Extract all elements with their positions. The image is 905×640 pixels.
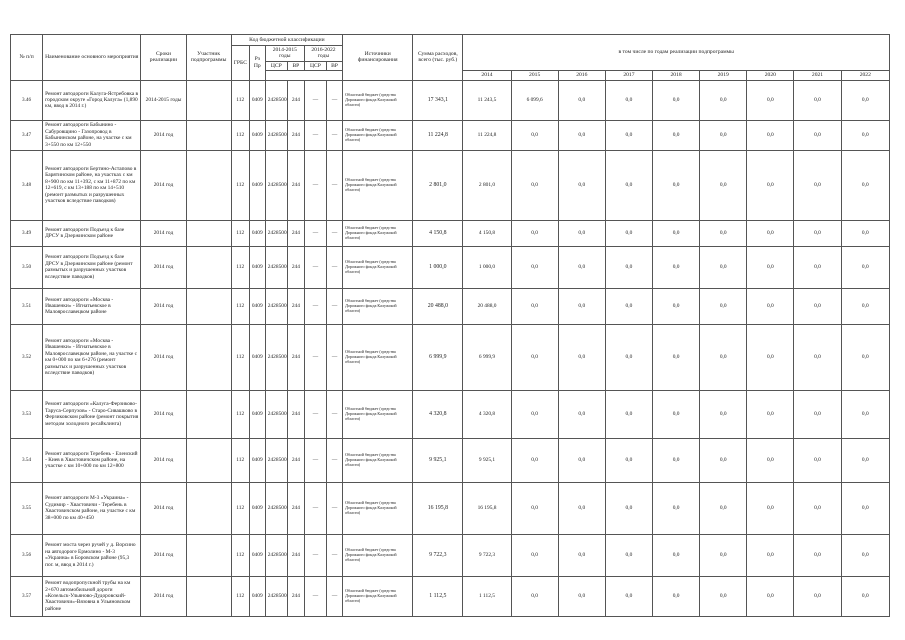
row-csr: 2428500 bbox=[265, 120, 287, 150]
row-name: Ремонт автодороги «Калуга-Ферзиково-Таруса-Серпухов» - Старо-Сивашково в Ферзиковском районе (ремонт покрытия методом холодного ресайклинга) bbox=[43, 390, 141, 438]
row-y2019: 0,0 bbox=[700, 120, 747, 150]
row-y2021: 0,0 bbox=[794, 288, 841, 324]
row-name: Ремонт автодороги Бабынино - Сабуровщино - Газопровод в Бабынинском районе, на участке с км 3+550 по км 12+550 bbox=[43, 120, 141, 150]
table-row bbox=[11, 288, 890, 324]
row-source: Областной бюджет (средства Дорожного фонда Калужской области) bbox=[343, 80, 413, 120]
row-csr2: — bbox=[304, 288, 326, 324]
row-sum: 6 999,9 bbox=[413, 324, 463, 390]
row-grbs: 112 bbox=[231, 80, 249, 120]
row-rz: 0409 bbox=[249, 150, 265, 220]
row-y2021: 0,0 bbox=[794, 120, 841, 150]
row-num: 3.57 bbox=[11, 576, 43, 616]
row-y2021: 0,0 bbox=[794, 438, 841, 482]
row-y2018: 0,0 bbox=[653, 390, 700, 438]
row-csr2: — bbox=[304, 120, 326, 150]
table-row bbox=[11, 438, 890, 482]
row-y2022: 0,0 bbox=[841, 220, 889, 246]
row-y2020: 0,0 bbox=[747, 288, 794, 324]
row-y2021: 0,0 bbox=[794, 390, 841, 438]
row-rz: 0409 bbox=[249, 220, 265, 246]
row-y2022: 0,0 bbox=[841, 150, 889, 220]
row-participant bbox=[186, 120, 231, 150]
row-y2022: 0,0 bbox=[841, 576, 889, 616]
row-rz: 0409 bbox=[249, 80, 265, 120]
row-y2016: 0,0 bbox=[558, 534, 605, 576]
header-vr-a: ВР bbox=[287, 61, 304, 70]
row-y2014: 1 000,0 bbox=[463, 246, 511, 288]
row-vr: 244 bbox=[287, 482, 304, 534]
row-source: Областной бюджет (средства Дорожного фонда Калужской области) bbox=[343, 576, 413, 616]
header-participant: Участник подпрограммы bbox=[186, 35, 231, 81]
row-y2020: 0,0 bbox=[747, 150, 794, 220]
row-y2017: 0,0 bbox=[605, 438, 652, 482]
row-y2020: 0,0 bbox=[747, 80, 794, 120]
row-name: Ремонт автодороги М-3 «Украина» - Судимир - Хвастовичи - Теребень в Хвастовичском районе, на участке с км 38+000 по км 40+450 bbox=[43, 482, 141, 534]
row-y2021: 0,0 bbox=[794, 482, 841, 534]
row-csr2: — bbox=[304, 324, 326, 390]
row-y2022: 0,0 bbox=[841, 120, 889, 150]
row-rz: 0409 bbox=[249, 576, 265, 616]
header-grbs: ГРБС bbox=[231, 46, 249, 81]
row-y2018: 0,0 bbox=[653, 438, 700, 482]
row-y2017: 0,0 bbox=[605, 246, 652, 288]
row-term: 2014 год bbox=[141, 390, 186, 438]
row-rz: 0409 bbox=[249, 288, 265, 324]
row-y2015: 0,0 bbox=[511, 482, 558, 534]
row-vr: 244 bbox=[287, 120, 304, 150]
row-csr: 2428500 bbox=[265, 390, 287, 438]
row-y2016: 0,0 bbox=[558, 288, 605, 324]
row-y2021: 0,0 bbox=[794, 534, 841, 576]
row-y2018: 0,0 bbox=[653, 150, 700, 220]
table-header bbox=[11, 35, 890, 81]
row-csr: 2428500 bbox=[265, 482, 287, 534]
row-participant bbox=[186, 482, 231, 534]
row-y2021: 0,0 bbox=[794, 246, 841, 288]
header-year-2022: 2022 bbox=[841, 71, 889, 80]
row-y2022: 0,0 bbox=[841, 390, 889, 438]
row-vr: 244 bbox=[287, 150, 304, 220]
row-y2019: 0,0 bbox=[700, 288, 747, 324]
row-y2015: 0,0 bbox=[511, 220, 558, 246]
row-grbs: 112 bbox=[231, 534, 249, 576]
row-name: Ремонт водопропускной трубы на км 2+670 автомобильной дороги «Козельск-Ульяново-Дудоровский-Хвастовичи»-Вязовна в Ульяновском районе bbox=[43, 576, 141, 616]
row-participant bbox=[186, 288, 231, 324]
row-y2017: 0,0 bbox=[605, 390, 652, 438]
header-total: Сумма расходов, всего (тыс. руб.) bbox=[413, 35, 463, 81]
row-y2017: 0,0 bbox=[605, 534, 652, 576]
row-participant bbox=[186, 80, 231, 120]
row-grbs: 112 bbox=[231, 288, 249, 324]
row-source: Областной бюджет (средства Дорожного фонда Калужской области) bbox=[343, 150, 413, 220]
row-y2020: 0,0 bbox=[747, 482, 794, 534]
row-y2017: 0,0 bbox=[605, 288, 652, 324]
row-y2014: 9 722,3 bbox=[463, 534, 511, 576]
row-sum: 4 320,8 bbox=[413, 390, 463, 438]
row-y2016: 0,0 bbox=[558, 150, 605, 220]
row-sum: 17 343,1 bbox=[413, 80, 463, 120]
row-y2019: 0,0 bbox=[700, 438, 747, 482]
table-row bbox=[11, 390, 890, 438]
row-participant bbox=[186, 390, 231, 438]
row-grbs: 112 bbox=[231, 438, 249, 482]
row-grbs: 112 bbox=[231, 150, 249, 220]
row-term: 2014 год bbox=[141, 482, 186, 534]
row-participant bbox=[186, 438, 231, 482]
row-y2020: 0,0 bbox=[747, 438, 794, 482]
row-y2019: 0,0 bbox=[700, 150, 747, 220]
row-participant bbox=[186, 150, 231, 220]
row-term: 2014 год bbox=[141, 324, 186, 390]
row-vr2: — bbox=[326, 324, 342, 390]
row-rz: 0409 bbox=[249, 246, 265, 288]
row-y2021: 0,0 bbox=[794, 324, 841, 390]
table-body bbox=[11, 80, 890, 616]
row-y2018: 0,0 bbox=[653, 324, 700, 390]
row-y2019: 0,0 bbox=[700, 482, 747, 534]
row-vr2: — bbox=[326, 220, 342, 246]
row-csr2: — bbox=[304, 150, 326, 220]
row-csr2: — bbox=[304, 80, 326, 120]
row-y2014: 4 150,8 bbox=[463, 220, 511, 246]
row-y2017: 0,0 bbox=[605, 220, 652, 246]
row-y2018: 0,0 bbox=[653, 482, 700, 534]
row-num: 3.46 bbox=[11, 80, 43, 120]
row-y2014: 11 224,8 bbox=[463, 120, 511, 150]
row-csr2: — bbox=[304, 246, 326, 288]
row-vr: 244 bbox=[287, 576, 304, 616]
row-y2021: 0,0 bbox=[794, 80, 841, 120]
row-y2018: 0,0 bbox=[653, 220, 700, 246]
row-y2022: 0,0 bbox=[841, 534, 889, 576]
row-y2015: 0,0 bbox=[511, 438, 558, 482]
row-y2018: 0,0 bbox=[653, 534, 700, 576]
row-vr: 244 bbox=[287, 288, 304, 324]
row-name: Ремонт автодороги «Москва - Ивашенки» - Игнатьевское в Малоярославецком районе, на участке с км 0+000 по км 6+276 (ремонт размытых и разрушенных участков вследствие паводков) bbox=[43, 324, 141, 390]
row-csr: 2428500 bbox=[265, 150, 287, 220]
row-num: 3.53 bbox=[11, 390, 43, 438]
table-row bbox=[11, 576, 890, 616]
row-y2016: 0,0 bbox=[558, 80, 605, 120]
row-y2019: 0,0 bbox=[700, 534, 747, 576]
row-y2016: 0,0 bbox=[558, 438, 605, 482]
row-grbs: 112 bbox=[231, 576, 249, 616]
row-csr: 2428500 bbox=[265, 80, 287, 120]
row-sum: 11 224,8 bbox=[413, 120, 463, 150]
header-budget-code: Код бюджетной классификации bbox=[231, 35, 342, 46]
row-y2020: 0,0 bbox=[747, 534, 794, 576]
row-name: Ремонт моста через ручей у д. Ворсино на автодороге Ермолино - М-3 «Украина» в Боровском районе (95,3 пог. м, ввод в 2014 г.) bbox=[43, 534, 141, 576]
row-y2020: 0,0 bbox=[747, 220, 794, 246]
row-y2014: 9 925,1 bbox=[463, 438, 511, 482]
row-rz: 0409 bbox=[249, 120, 265, 150]
header-year-2016: 2016 bbox=[558, 71, 605, 80]
header-csr-a: ЦСР bbox=[265, 61, 287, 70]
row-csr2: — bbox=[304, 576, 326, 616]
row-y2015: 0,0 bbox=[511, 324, 558, 390]
header-by-years: в том числе по годам реализации подпрограммы bbox=[463, 35, 890, 71]
row-y2018: 0,0 bbox=[653, 80, 700, 120]
row-y2021: 0,0 bbox=[794, 150, 841, 220]
row-grbs: 112 bbox=[231, 482, 249, 534]
row-y2017: 0,0 bbox=[605, 482, 652, 534]
row-num: 3.56 bbox=[11, 534, 43, 576]
row-name: Ремонт автодороги Теребень - Еленский - Киев в Хвастовичском районе, на участке с км 10+000 по км 12+800 bbox=[43, 438, 141, 482]
row-source: Областной бюджет (средства Дорожного фонда Калужской области) bbox=[343, 534, 413, 576]
row-term: 2014 год bbox=[141, 576, 186, 616]
row-num: 3.47 bbox=[11, 120, 43, 150]
row-vr: 244 bbox=[287, 220, 304, 246]
row-y2022: 0,0 bbox=[841, 324, 889, 390]
row-sum: 4 150,8 bbox=[413, 220, 463, 246]
row-y2019: 0,0 bbox=[700, 220, 747, 246]
row-y2015: 0,0 bbox=[511, 576, 558, 616]
header-year-2021: 2021 bbox=[794, 71, 841, 80]
row-y2014: 6 999,9 bbox=[463, 324, 511, 390]
row-name: Ремонт автодороги Бертино-Астапово в Барятинском районе, на участках с км 8+900 по км 11+392, с км 11+872 по км 12+619, с км 13+188 по км 14+510 (ремонт размытых и разрушенных участков вследствие паводков) bbox=[43, 150, 141, 220]
row-source: Областной бюджет (средства Дорожного фонда Калужской области) bbox=[343, 120, 413, 150]
row-y2016: 0,0 bbox=[558, 390, 605, 438]
row-y2015: 0,0 bbox=[511, 534, 558, 576]
table-row bbox=[11, 482, 890, 534]
row-y2016: 0,0 bbox=[558, 120, 605, 150]
header-term: Сроки реализации bbox=[141, 35, 186, 81]
row-vr2: — bbox=[326, 438, 342, 482]
row-vr2: — bbox=[326, 390, 342, 438]
row-y2015: 0,0 bbox=[511, 120, 558, 150]
row-grbs: 112 bbox=[231, 390, 249, 438]
row-y2017: 0,0 bbox=[605, 120, 652, 150]
row-vr2: — bbox=[326, 80, 342, 120]
header-period-a: 2014-2015 годы bbox=[265, 46, 304, 62]
table-row bbox=[11, 324, 890, 390]
row-sum: 2 801,0 bbox=[413, 150, 463, 220]
row-term: 2014 год bbox=[141, 438, 186, 482]
row-num: 3.52 bbox=[11, 324, 43, 390]
row-participant bbox=[186, 576, 231, 616]
row-source: Областной бюджет (средства Дорожного фонда Калужской области) bbox=[343, 438, 413, 482]
row-participant bbox=[186, 246, 231, 288]
header-year-2017: 2017 bbox=[605, 71, 652, 80]
row-csr: 2428500 bbox=[265, 246, 287, 288]
row-y2020: 0,0 bbox=[747, 120, 794, 150]
row-y2020: 0,0 bbox=[747, 246, 794, 288]
header-source: Источники финансирования bbox=[343, 35, 413, 81]
row-y2020: 0,0 bbox=[747, 576, 794, 616]
row-vr2: — bbox=[326, 120, 342, 150]
row-y2019: 0,0 bbox=[700, 80, 747, 120]
row-y2015: 6 099,6 bbox=[511, 80, 558, 120]
row-term: 2014-2015 годы bbox=[141, 80, 186, 120]
row-y2018: 0,0 bbox=[653, 120, 700, 150]
row-sum: 9 722,3 bbox=[413, 534, 463, 576]
row-sum: 1 000,0 bbox=[413, 246, 463, 288]
row-y2018: 0,0 bbox=[653, 246, 700, 288]
row-vr2: — bbox=[326, 482, 342, 534]
header-year-2020: 2020 bbox=[747, 71, 794, 80]
row-y2020: 0,0 bbox=[747, 324, 794, 390]
row-csr2: — bbox=[304, 438, 326, 482]
row-num: 3.54 bbox=[11, 438, 43, 482]
row-y2018: 0,0 bbox=[653, 288, 700, 324]
row-y2019: 0,0 bbox=[700, 324, 747, 390]
row-y2015: 0,0 bbox=[511, 288, 558, 324]
table-row bbox=[11, 534, 890, 576]
row-vr2: — bbox=[326, 576, 342, 616]
row-grbs: 112 bbox=[231, 324, 249, 390]
row-y2018: 0,0 bbox=[653, 576, 700, 616]
row-source: Областной бюджет (средства Дорожного фонда Калужской области) bbox=[343, 288, 413, 324]
row-term: 2014 год bbox=[141, 220, 186, 246]
row-y2014: 16 195,8 bbox=[463, 482, 511, 534]
row-y2021: 0,0 bbox=[794, 576, 841, 616]
row-num: 3.48 bbox=[11, 150, 43, 220]
header-rzpr: Рз Пр bbox=[249, 46, 265, 81]
row-y2022: 0,0 bbox=[841, 288, 889, 324]
row-num: 3.55 bbox=[11, 482, 43, 534]
header-year-2018: 2018 bbox=[653, 71, 700, 80]
row-csr: 2428500 bbox=[265, 576, 287, 616]
row-csr: 2428500 bbox=[265, 288, 287, 324]
row-name: Ремонт автодороги Подъезд к базе ДРСУ в Дзержинском районе (ремонт размытых и разрушенных участков вследствие паводков) bbox=[43, 246, 141, 288]
row-vr2: — bbox=[326, 534, 342, 576]
row-term: 2014 год bbox=[141, 246, 186, 288]
row-y2014: 2 801,0 bbox=[463, 150, 511, 220]
row-sum: 9 925,1 bbox=[413, 438, 463, 482]
row-term: 2014 год bbox=[141, 120, 186, 150]
row-csr: 2428500 bbox=[265, 324, 287, 390]
header-name: Наименование основного мероприятия bbox=[43, 35, 141, 81]
row-source: Областной бюджет (средства Дорожного фонда Калужской области) bbox=[343, 220, 413, 246]
table-row bbox=[11, 80, 890, 120]
row-csr: 2428500 bbox=[265, 438, 287, 482]
row-csr: 2428500 bbox=[265, 220, 287, 246]
row-vr: 244 bbox=[287, 246, 304, 288]
row-rz: 0409 bbox=[249, 482, 265, 534]
row-y2014: 4 320,8 bbox=[463, 390, 511, 438]
row-sum: 1 112,5 bbox=[413, 576, 463, 616]
row-y2019: 0,0 bbox=[700, 246, 747, 288]
table-row bbox=[11, 150, 890, 220]
row-num: 3.49 bbox=[11, 220, 43, 246]
row-y2015: 0,0 bbox=[511, 390, 558, 438]
row-participant bbox=[186, 324, 231, 390]
row-num: 3.51 bbox=[11, 288, 43, 324]
row-rz: 0409 bbox=[249, 390, 265, 438]
row-y2014: 1 112,5 bbox=[463, 576, 511, 616]
header-vr-b: ВР bbox=[326, 61, 342, 70]
row-y2014: 20 488,0 bbox=[463, 288, 511, 324]
header-year-2015: 2015 bbox=[511, 71, 558, 80]
header-period-b: 2016-2022 годы bbox=[304, 46, 342, 62]
row-y2022: 0,0 bbox=[841, 80, 889, 120]
row-y2022: 0,0 bbox=[841, 246, 889, 288]
row-y2014: 11 243,5 bbox=[463, 80, 511, 120]
row-vr: 244 bbox=[287, 534, 304, 576]
row-y2021: 0,0 bbox=[794, 220, 841, 246]
row-source: Областной бюджет (средства Дорожного фонда Калужской области) bbox=[343, 324, 413, 390]
header-year-2014: 2014 bbox=[463, 71, 511, 80]
row-csr: 2428500 bbox=[265, 534, 287, 576]
row-csr2: — bbox=[304, 482, 326, 534]
row-source: Областной бюджет (средства Дорожного фонда Калужской области) bbox=[343, 390, 413, 438]
row-y2016: 0,0 bbox=[558, 220, 605, 246]
row-grbs: 112 bbox=[231, 246, 249, 288]
header-csr-b: ЦСР bbox=[304, 61, 326, 70]
row-sum: 16 195,8 bbox=[413, 482, 463, 534]
table-row bbox=[11, 220, 890, 246]
row-csr2: — bbox=[304, 390, 326, 438]
row-y2017: 0,0 bbox=[605, 576, 652, 616]
row-name: Ремонт автодороги Подъезд к базе ДРСУ в Дзержинском районе bbox=[43, 220, 141, 246]
row-source: Областной бюджет (средства Дорожного фонда Калужской области) bbox=[343, 246, 413, 288]
table-row bbox=[11, 246, 890, 288]
row-y2016: 0,0 bbox=[558, 482, 605, 534]
row-vr: 244 bbox=[287, 80, 304, 120]
header-num: № п/п bbox=[11, 35, 43, 81]
row-num: 3.50 bbox=[11, 246, 43, 288]
row-y2019: 0,0 bbox=[700, 390, 747, 438]
row-y2017: 0,0 bbox=[605, 150, 652, 220]
row-rz: 0409 bbox=[249, 324, 265, 390]
row-vr2: — bbox=[326, 288, 342, 324]
row-vr: 244 bbox=[287, 438, 304, 482]
row-vr2: — bbox=[326, 150, 342, 220]
row-participant bbox=[186, 220, 231, 246]
row-y2015: 0,0 bbox=[511, 150, 558, 220]
row-y2017: 0,0 bbox=[605, 324, 652, 390]
row-vr: 244 bbox=[287, 390, 304, 438]
row-name: Ремонт автодороги Калуга-Ястребовка в городском округе «Город Калуга» (1,890 км, ввод в 2014 г.) bbox=[43, 80, 141, 120]
row-y2020: 0,0 bbox=[747, 390, 794, 438]
row-y2016: 0,0 bbox=[558, 324, 605, 390]
row-source: Областной бюджет (средства Дорожного фонда Калужской области) bbox=[343, 482, 413, 534]
row-rz: 0409 bbox=[249, 534, 265, 576]
row-vr2: — bbox=[326, 246, 342, 288]
row-csr2: — bbox=[304, 220, 326, 246]
row-participant bbox=[186, 534, 231, 576]
row-name: Ремонт автодороги «Москва - Ивашенки» - Игнатьевское в Малоярославецком районе bbox=[43, 288, 141, 324]
row-sum: 20 488,0 bbox=[413, 288, 463, 324]
row-csr2: — bbox=[304, 534, 326, 576]
table-row bbox=[11, 120, 890, 150]
row-y2017: 0,0 bbox=[605, 80, 652, 120]
row-y2016: 0,0 bbox=[558, 576, 605, 616]
row-grbs: 112 bbox=[231, 220, 249, 246]
row-vr: 244 bbox=[287, 324, 304, 390]
row-y2022: 0,0 bbox=[841, 482, 889, 534]
budget-table bbox=[10, 34, 890, 617]
header-year-2019: 2019 bbox=[700, 71, 747, 80]
row-term: 2014 год bbox=[141, 150, 186, 220]
row-y2015: 0,0 bbox=[511, 246, 558, 288]
row-y2022: 0,0 bbox=[841, 438, 889, 482]
row-term: 2014 год bbox=[141, 534, 186, 576]
row-rz: 0409 bbox=[249, 438, 265, 482]
row-grbs: 112 bbox=[231, 120, 249, 150]
row-y2019: 0,0 bbox=[700, 576, 747, 616]
row-y2016: 0,0 bbox=[558, 246, 605, 288]
row-term: 2014 год bbox=[141, 288, 186, 324]
